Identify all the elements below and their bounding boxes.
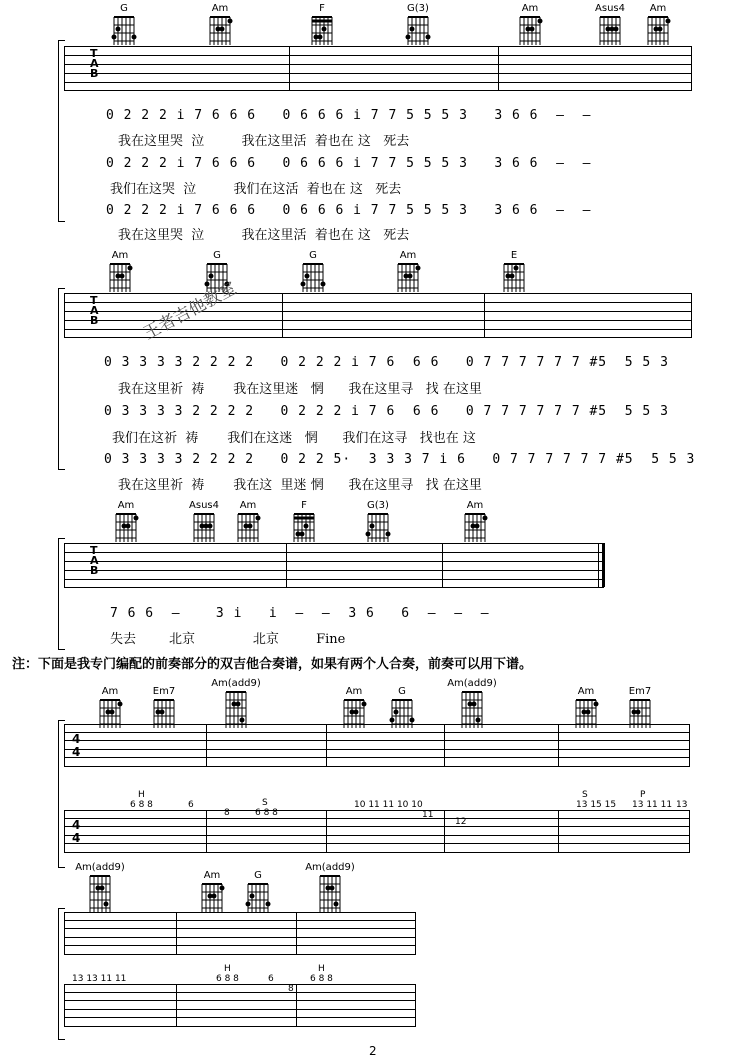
chord-diagram <box>510 3 550 47</box>
tab-mark: 8 <box>224 808 230 818</box>
chord-grid-icon <box>516 15 544 47</box>
chord-name: Am <box>345 686 363 697</box>
chord-grid-icon <box>290 512 318 544</box>
chord-diagram <box>200 3 240 47</box>
chord-diagram <box>70 862 130 914</box>
numbered-notation-row: 0 3 3 3 3 2 2 2 2 0 2 2 2 i 7 6 6 6 0 7 7 7 7 7 7 #5 5 5 3 <box>104 404 669 419</box>
chord-grid-icon <box>596 15 624 47</box>
tab-mark: S <box>582 790 588 800</box>
system-bracket <box>58 538 65 650</box>
chord-name: Am <box>399 250 417 261</box>
chord-diagram <box>638 3 678 47</box>
tab-mark: 10 11 11 10 10 <box>354 800 423 810</box>
chord-name: G <box>120 3 128 14</box>
chord-name: Am <box>466 500 484 511</box>
chord-diagram <box>494 250 534 294</box>
tab-staff-guitar-1 <box>64 912 416 954</box>
chord-diagram <box>104 3 144 47</box>
numbered-notation-row: 0 3 3 3 3 2 2 2 2 0 2 2 2 i 7 6 6 6 0 7 7 7 7 7 7 #5 5 5 3 <box>104 355 669 370</box>
chord-grid-icon <box>86 874 114 914</box>
system-bracket <box>58 288 65 470</box>
chord-diagram <box>228 500 268 544</box>
chord-grid-icon <box>190 512 218 544</box>
chord-diagram <box>206 678 266 730</box>
chord-name: Am <box>211 3 229 14</box>
chord-diagram <box>358 500 398 544</box>
chord-grid-icon <box>316 874 344 914</box>
chord-name: Am <box>117 500 135 511</box>
tab-mark: 6 <box>188 800 194 810</box>
chord-diagram <box>106 500 146 544</box>
tab-mark: H <box>318 964 325 974</box>
chord-diagram <box>590 3 630 47</box>
tab-mark: H <box>138 790 145 800</box>
tab-mark: 13 15 15 <box>576 800 617 810</box>
chord-diagram <box>192 870 232 914</box>
tab-mark: 6 8 8 <box>216 974 239 984</box>
tab-mark: 13 <box>676 800 688 810</box>
chord-name: Am <box>101 686 119 697</box>
tab-mark: 6 8 8 <box>255 808 278 818</box>
chord-name: Am(add9) <box>75 862 125 873</box>
chord-grid-icon <box>112 512 140 544</box>
time-signature: 4 4 <box>72 818 81 845</box>
lyrics-row: 我在这里祈 祷 我在这 里迷 惘 我在这里寻 找 在这里 <box>118 478 482 493</box>
tab-clef: T A B <box>90 544 99 577</box>
chord-name: Am <box>521 3 539 14</box>
tab-clef: T A B <box>90 294 99 327</box>
time-signature: 4 4 <box>72 732 81 759</box>
lyrics-row: 我们在这哭 泣 我们在这活 着也在 这 死去 <box>110 182 402 197</box>
chord-diagram <box>293 250 333 294</box>
tab-mark: H <box>224 964 231 974</box>
watermark: 王者吉他教室 <box>140 278 240 345</box>
chord-name: F <box>319 3 325 14</box>
chord-name: G(3) <box>407 3 429 14</box>
tab-staff-guitar-1 <box>64 724 690 766</box>
tab-mark: 13 11 11 <box>632 800 673 810</box>
tab-mark: 13 13 11 11 <box>72 974 127 984</box>
chord-name: Am(add9) <box>305 862 355 873</box>
chord-grid-icon <box>394 262 422 294</box>
chord-grid-icon <box>644 15 672 47</box>
chord-diagram <box>284 500 324 544</box>
numbered-notation-row: 0 2 2 2 i 7 6 6 6 0 6 6 6 i 7 7 5 5 5 3 3 6 6 — — <box>106 108 592 123</box>
lyrics-row: 我在这里祈 祷 我在这里迷 惘 我在这里寻 找 在这里 <box>118 382 482 397</box>
chord-diagram <box>442 678 502 730</box>
system-bracket <box>58 40 65 222</box>
chord-grid-icon <box>198 882 226 914</box>
chord-name: G(3) <box>367 500 389 511</box>
chord-name: E <box>510 250 518 261</box>
page-number: 2 <box>369 1044 377 1058</box>
chord-grid-icon <box>500 262 528 294</box>
chord-diagram <box>238 870 278 914</box>
tab-staff <box>64 543 604 587</box>
chord-diagram <box>388 250 428 294</box>
chord-diagram <box>100 250 140 294</box>
chord-grid-icon <box>234 512 262 544</box>
chord-name: Asus4 <box>189 500 219 511</box>
system-bracket <box>58 720 65 868</box>
chord-diagram <box>455 500 495 544</box>
chord-grid-icon <box>308 15 336 47</box>
system-bracket <box>58 908 65 1040</box>
chord-name: F <box>301 500 307 511</box>
chord-grid-icon <box>299 262 327 294</box>
tab-staff-guitar-2 <box>64 984 416 1026</box>
chord-name: Asus4 <box>595 3 625 14</box>
chord-name: Am <box>577 686 595 697</box>
numbered-notation-row: 0 3 3 3 3 2 2 2 2 0 2 2 5· 3 3 3 7 i 6 0 7 7 7 7 7 7 #5 5 5 3 <box>104 452 696 467</box>
tab-staff-guitar-2 <box>64 810 690 852</box>
tab-mark: 6 8 8 <box>130 800 153 810</box>
chord-grid-icon <box>244 882 272 914</box>
chord-name: Am <box>239 500 257 511</box>
tab-staff <box>64 46 692 90</box>
chord-grid-icon <box>404 15 432 47</box>
tab-mark: P <box>640 790 646 800</box>
chord-name: G <box>309 250 317 261</box>
chord-name: G <box>213 250 221 261</box>
chord-name: Am <box>203 870 221 881</box>
numbered-notation-row: 0 2 2 2 i 7 6 6 6 0 6 6 6 i 7 7 5 5 5 3 3 6 6 — — <box>106 203 592 218</box>
chord-grid-icon <box>110 15 138 47</box>
tab-mark: 11 <box>422 810 434 820</box>
tab-mark: S <box>262 798 268 808</box>
chord-name: Em7 <box>152 686 176 697</box>
lyrics-row: 我在这里哭 泣 我在这里活 着也在 这 死去 <box>118 134 410 149</box>
chord-diagram <box>398 3 438 47</box>
chord-grid-icon <box>461 512 489 544</box>
tab-mark: 8 <box>288 984 294 994</box>
chord-diagram <box>184 500 224 544</box>
chord-name: G <box>254 870 262 881</box>
lyrics-row: 失去 北京 北京 Fine <box>110 632 346 647</box>
tab-mark: 12 <box>455 817 467 827</box>
tab-mark: 6 <box>268 974 274 984</box>
chord-grid-icon <box>364 512 392 544</box>
chord-grid-icon <box>106 262 134 294</box>
chord-grid-icon <box>206 15 234 47</box>
numbered-notation-row: 7 6 6 — 3 i i — — 3 6 6 — — — <box>110 606 490 621</box>
chord-diagram <box>300 862 360 914</box>
chord-name: Am(add9) <box>211 678 261 689</box>
chord-name: Am(add9) <box>447 678 497 689</box>
tab-clef: T A B <box>90 47 99 80</box>
chord-name: Em7 <box>628 686 652 697</box>
chord-diagram <box>302 3 342 47</box>
lyrics-row: 我在这里哭 泣 我在这里活 着也在 这 死去 <box>118 228 410 243</box>
lyrics-row: 我们在这祈 祷 我们在这迷 惘 我们在这寻 找也在 这 <box>112 431 476 446</box>
chord-name: Am <box>649 3 667 14</box>
arrangement-note: 注：下面是我专门编配的前奏部分的双吉他合奏谱，如果有两个人合奏，前奏可以用下谱。 <box>12 657 533 672</box>
chord-name: Am <box>111 250 129 261</box>
chord-name: G <box>398 686 406 697</box>
tab-mark: 6 8 8 <box>310 974 333 984</box>
numbered-notation-row: 0 2 2 2 i 7 6 6 6 0 6 6 6 i 7 7 5 5 5 3 3 6 6 — — <box>106 156 592 171</box>
